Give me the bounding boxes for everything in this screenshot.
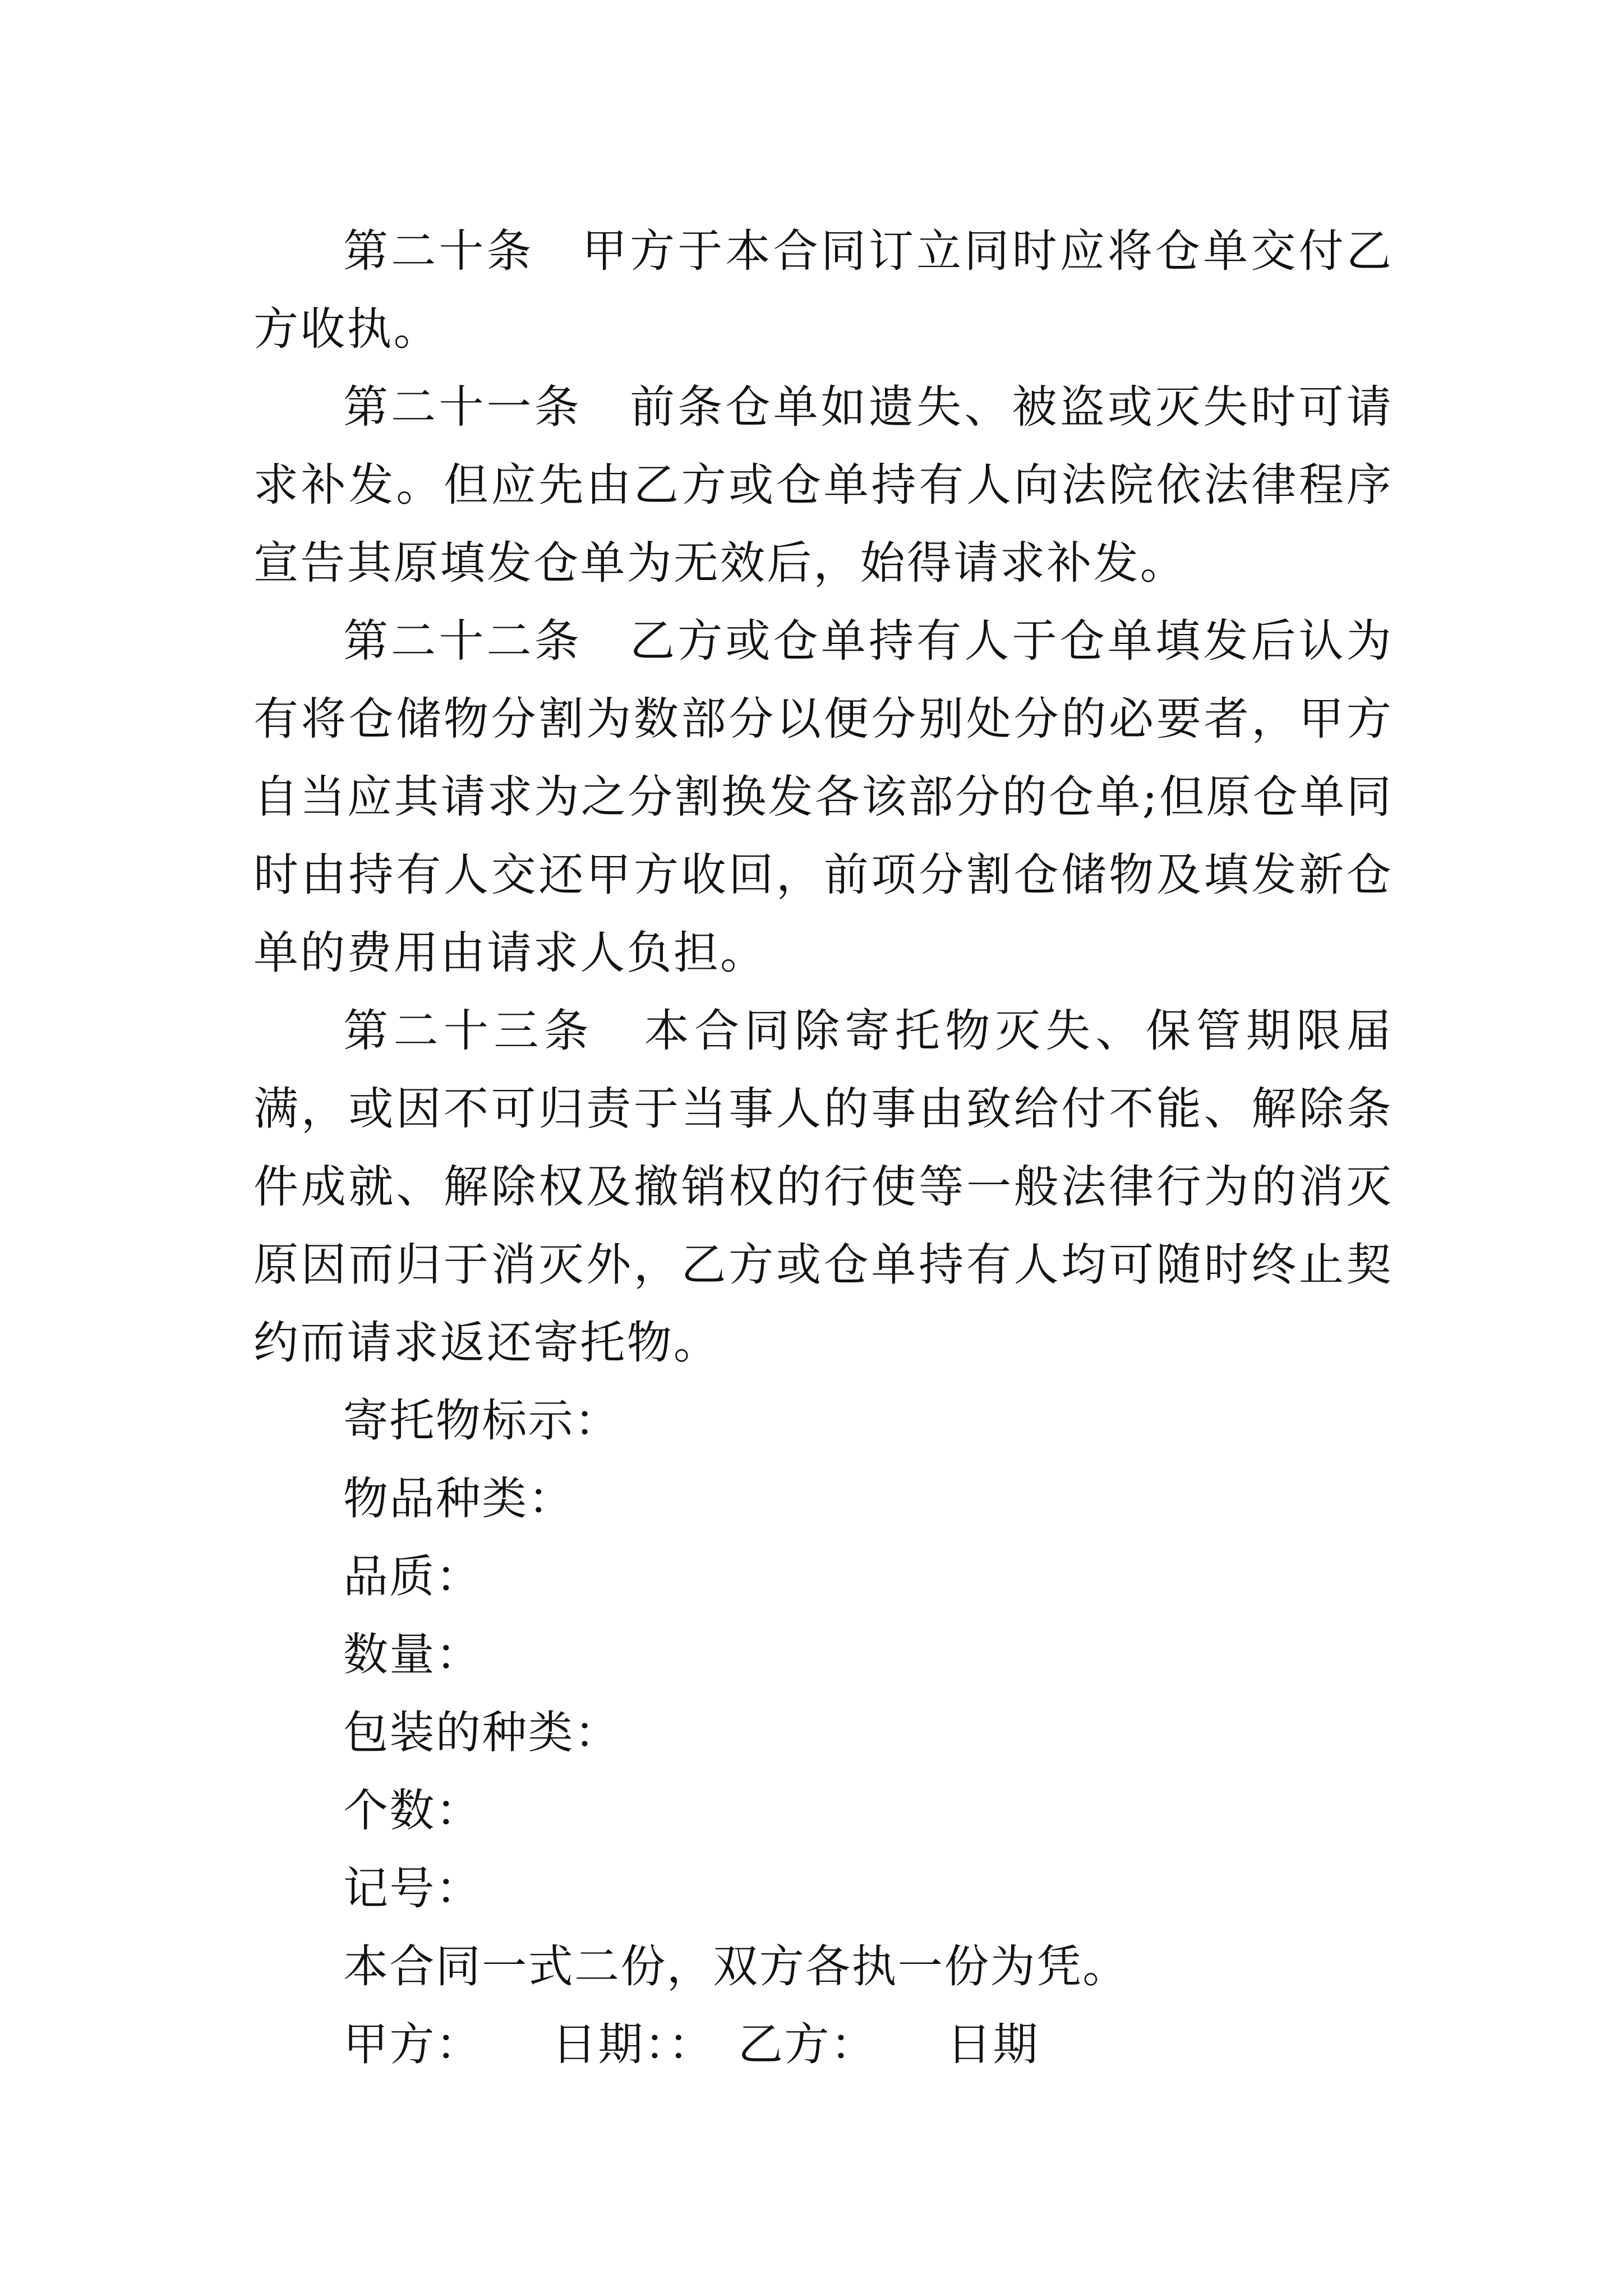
date-a-label: 日期：：	[552, 2018, 692, 2070]
article-20: 第二十条 甲方于本合同订立同时应将仓单交付乙方收执。	[253, 225, 1393, 355]
deposit-item-fields	[253, 1382, 1393, 1927]
field-quantity: 数量：	[343, 1628, 482, 1681]
field-quality: 品质：	[343, 1550, 482, 1603]
date-b-label: 日期	[947, 2018, 1039, 2070]
field-packaging-type: 包装的种类：	[343, 1706, 621, 1759]
article-22: 第二十二条 乙方或仓单持有人于仓单填发后认为有将仓储物分割为数部分以便分别处分的必要者，甲方自当应其请求为之分割换发各该部分的仓单;但原仓单同时由持有人交还甲方收回，前项分割仓储物及填发新仓单的费用由请求人负担。	[253, 615, 1393, 979]
article-21: 第二十一条 前条仓单如遗失、被盗或灭失时可请求补发。但应先由乙方或仓单持有人向法院依法律程序宣告其原填发仓单为无效后，始得请求补发。	[253, 381, 1393, 589]
field-count: 个数：	[343, 1784, 482, 1837]
field-item-type: 物品种类：	[343, 1473, 574, 1525]
field-deposit-label: 寄托物标示：	[343, 1395, 621, 1447]
signature-row	[253, 2005, 1393, 2083]
party-a-label: 甲方：	[343, 2018, 460, 2070]
party-b-label: 乙方：	[738, 2018, 855, 2070]
field-mark: 记号：	[343, 1862, 482, 1915]
closing-statement: 本合同一式二份，双方各执一份为凭。	[343, 1940, 1129, 1993]
article-23: 第二十三条 本合同除寄托物灭失、保管期限届满，或因不可归责于当事人的事由致给付不能、解除条件成就、解除权及撤销权的行使等一般法律行为的消灭原因而归于消灭外，乙方或仓单持有人均可随时终止契约而请求返还寄托物。	[253, 1005, 1393, 1369]
contract-body	[253, 212, 1393, 2083]
